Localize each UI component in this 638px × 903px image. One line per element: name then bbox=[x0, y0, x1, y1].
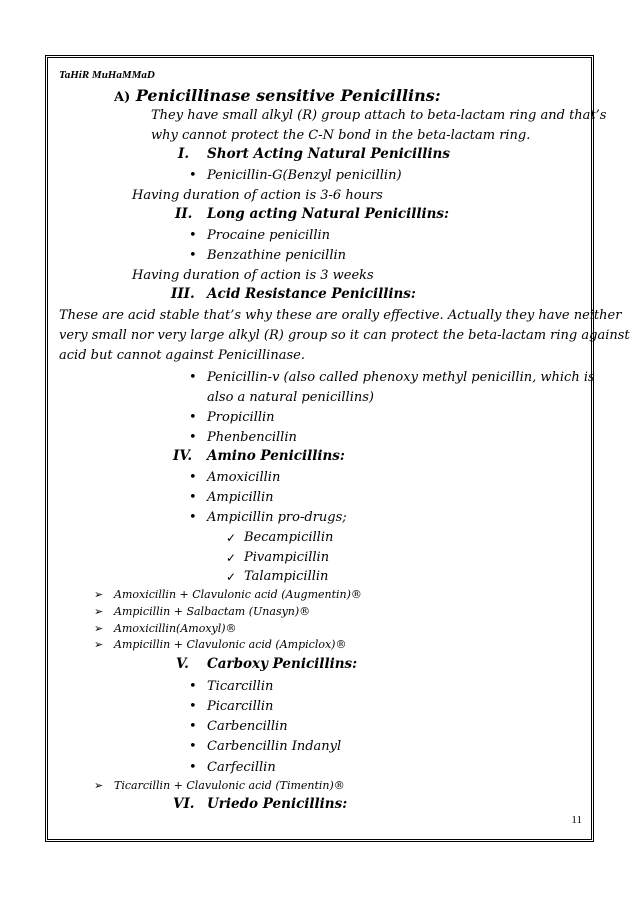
group-3-item-continued: also a natural penicillins) bbox=[207, 390, 374, 405]
group-2-item: • Benzathine penicillin bbox=[207, 246, 346, 266]
section-a-heading bbox=[114, 86, 441, 105]
group-5-number: V. bbox=[176, 656, 189, 672]
group-3-title: Acid Resistance Penicillins: bbox=[207, 286, 416, 302]
group-5-title: Carboxy Penicillins: bbox=[207, 656, 358, 672]
combo-item: ➢ Ampicillin + Salbactam (Unasyn)® bbox=[114, 605, 310, 618]
group-3-item: • Propicillin bbox=[207, 408, 275, 428]
group-3-item: • Phenbencillin bbox=[207, 428, 297, 448]
group-3-para-line2: very small nor very large alkyl (R) group so it can protect the beta-lactam ring against bbox=[59, 328, 630, 343]
group-5-item: • Carfecillin bbox=[207, 758, 276, 778]
group-4-number: IV. bbox=[173, 448, 193, 464]
combo-item: ➢ Ticarcillin + Clavulonic acid (Timentin)® bbox=[114, 779, 345, 792]
group-2-note: Having duration of action is 3 weeks bbox=[132, 268, 374, 283]
group-6-number: VI. bbox=[173, 796, 195, 812]
group-4-item: • Amoxicillin bbox=[207, 468, 280, 488]
group-2-item: • Procaine penicillin bbox=[207, 226, 330, 246]
page-number: 11 bbox=[571, 814, 582, 826]
prodrug-item: ✓ Pivampicillin bbox=[244, 548, 329, 568]
prodrug-item: ✓ Talampicillin bbox=[244, 567, 328, 587]
group-3-number: III. bbox=[171, 286, 195, 302]
combo-item: ➢ Amoxicillin + Clavulonic acid (Augmentin)® bbox=[114, 588, 362, 601]
group-4-item: • Ampicillin bbox=[207, 488, 273, 508]
group-5-item: • Carbencillin bbox=[207, 717, 288, 737]
combo-item: ➢ Amoxicillin(Amoxyl)® bbox=[114, 622, 237, 635]
group-2-number: II. bbox=[175, 206, 193, 222]
group-1-number: I. bbox=[178, 146, 190, 162]
author-header: TaHiR MuHaMMaD bbox=[59, 69, 155, 81]
section-a-label: A) bbox=[114, 90, 131, 105]
group-2-title: Long acting Natural Penicillins: bbox=[207, 206, 450, 222]
prodrug-item: ✓ Becampicillin bbox=[244, 528, 333, 548]
group-1-item: • Penicillin-G(Benzyl penicillin) bbox=[207, 166, 402, 186]
section-a-desc-line2: why cannot protect the C-N bond in the beta-lactam ring. bbox=[151, 128, 531, 143]
section-a-desc-line1: They have small alkyl (R) group attach to beta-lactam ring and that’s bbox=[151, 108, 607, 123]
group-3-para-line1: These are acid stable that’s why these are orally effective. Actually they have neither bbox=[59, 308, 622, 323]
group-3-item: • Penicillin-v (also called phenoxy methyl penicillin, which is bbox=[207, 368, 595, 388]
group-5-item: • Ticarcillin bbox=[207, 677, 273, 697]
group-5-item: • Picarcillin bbox=[207, 697, 273, 717]
group-3-para-line3: acid but cannot against Penicillinase. bbox=[59, 348, 305, 363]
group-6-title: Uriedo Penicillins: bbox=[207, 796, 348, 812]
section-a-title: Penicillinase sensitive Penicillins: bbox=[135, 86, 441, 105]
combo-item: ➢ Ampicillin + Clavulonic acid (Ampiclox)® bbox=[114, 638, 346, 651]
group-4-item: • Ampicillin pro-drugs; bbox=[207, 508, 347, 528]
group-1-title: Short Acting Natural Penicillins bbox=[207, 146, 450, 162]
group-5-item: • Carbencillin Indanyl bbox=[207, 737, 341, 757]
group-4-title: Amino Penicillins: bbox=[207, 448, 345, 464]
group-1-note: Having duration of action is 3-6 hours bbox=[132, 188, 383, 203]
